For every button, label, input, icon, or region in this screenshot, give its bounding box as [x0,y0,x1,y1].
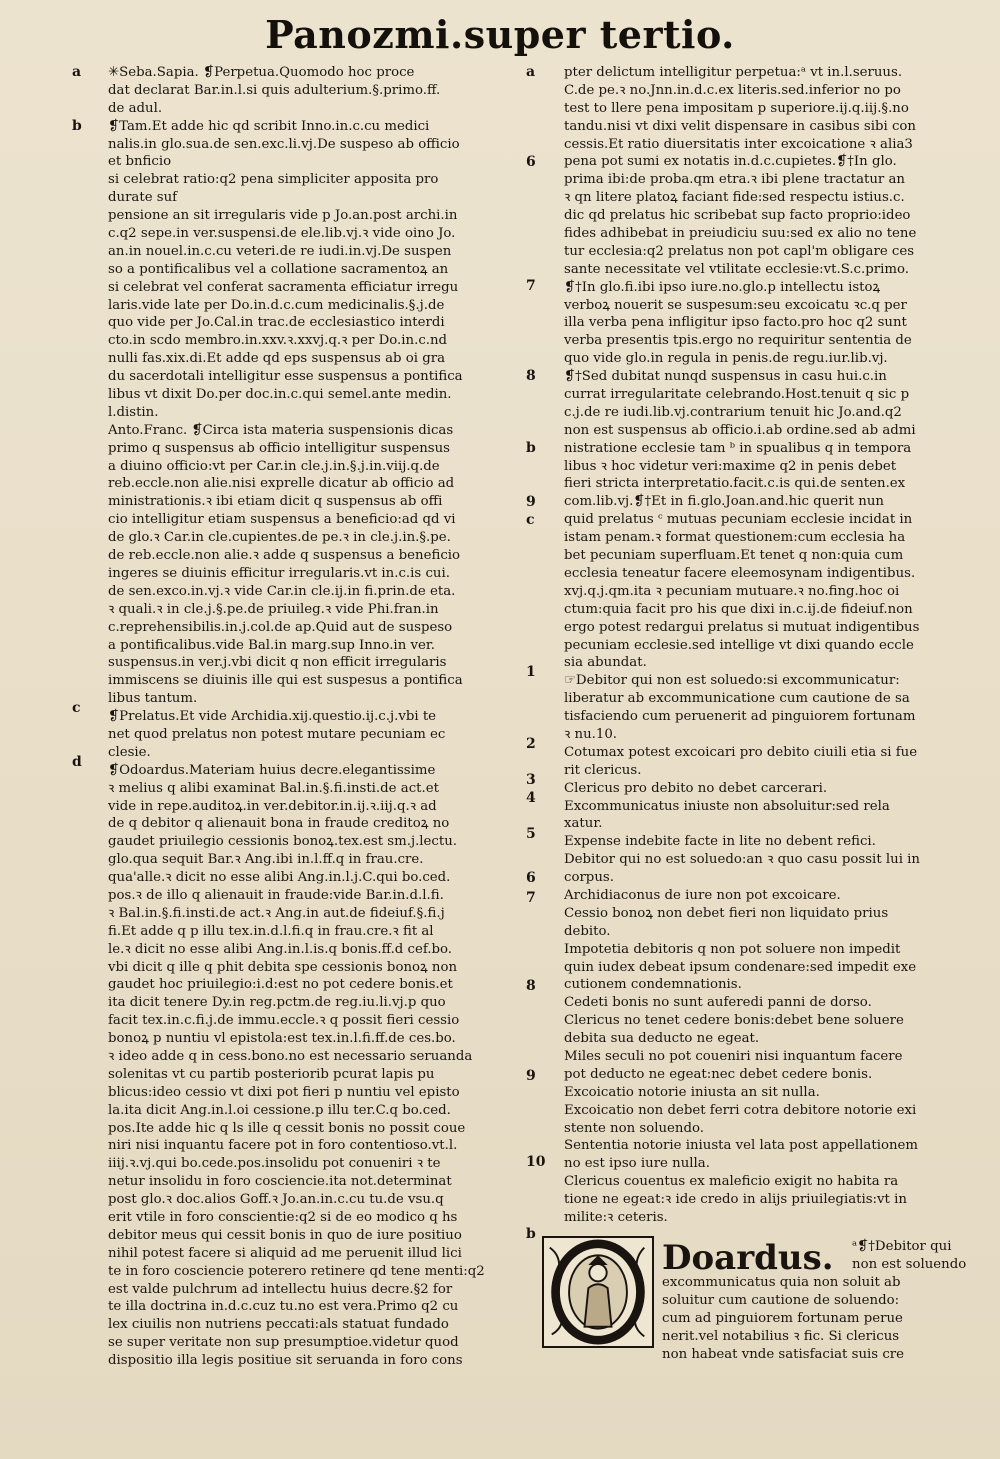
text-line: nerit.vel notabilius ꝛ fic. Si clericus [662,1328,900,1344]
text-line: debito. [564,923,611,939]
text-line: Expense indebite facte in lite no debent refici. [564,834,876,850]
text-line: si celebrat vel conferat sacramenta efficiatur irregu [108,279,459,295]
margin-letter: b [72,118,82,134]
text-line: dat declarat Bar.in.l.si quis adulterium.§.primo.ff. [108,82,441,98]
text-line: Sententia notorie iniusta vel lata post appellationem [564,1138,918,1154]
text-line: clesie. [108,744,151,760]
text-line: ꝛ qn litere platoꝝ faciant fide:sed respectu istius.c. [564,190,905,206]
margin-number: 10 [526,1154,546,1170]
text-line: cto.in scdo membro.in.xxv.ꝛ.xxvj.q.ꝛ per Do.in.c.nd [108,333,448,349]
text-line: solenitas vt cu partib posteriorib pcurat lapis pu [108,1066,435,1082]
text-line: rit clericus. [564,762,642,778]
text-line: libus ꝛ hoc videtur veri:maxime q2 in penis debet [564,458,897,474]
margin-number: 9 [526,1068,536,1084]
text-line: et bnficio [108,154,172,170]
text-line: gaudet priuilegio cessionis bonoꝝ.tex.est sm.j.lectu. [108,834,458,850]
text-line: ministrationis.ꝛ ibi etiam dicit q suspensus ab offi [108,494,443,510]
text-line: soluitur cum cautione de soluendo: [662,1292,900,1308]
margin-number: 5 [526,826,536,842]
text-line: l.distin. [108,404,159,420]
text-line: stente non soluendo. [564,1120,704,1136]
margin-number: 8 [526,978,536,994]
text-line: tione ne egeat:ꝛ ide credo in alijs priuilegiatis:vt in [564,1192,907,1208]
text-line: ❡Prelatus.Et vide Archidia.xij.questio.ij.c.j.vbi te [108,709,437,725]
text-line: ☞Debitor qui non est soluedo:si excommunicatur: [564,673,900,689]
text-line: verba presentis tpis.ergo no requiritur sententia de [564,333,912,349]
text-line: immiscens se diuinis ille qui est suspesus a pontifica [108,673,463,689]
text-line: net quod prelatus non potest mutare pecuniam ec [108,726,446,742]
text-line: ingeres se diuinis efficitur irregularis.vt in.c.is cui. [108,565,450,581]
text-line: istam penam.ꝛ format questionem:cum ecclesia ha [564,530,906,546]
text-line: durate suf [108,190,178,206]
text-line: Cedeti bonis no sunt auferedi panni de dorso. [564,995,872,1011]
text-line: tandu.nisi vt dixi velit dispensare in casibus sibi con [564,118,916,134]
text-line: ecclesia teneatur facere eleemosynam indigentibus. [564,565,916,581]
margin-letter: c [526,512,535,528]
text-line: quo vide glo.in regula in penis.de regu.iur.lib.vj. [564,351,888,367]
margin-letter: b [526,1226,536,1242]
text-line: an.in nouel.in.c.cu veteri.de re iudi.in.vj.De suspen [108,243,452,259]
text-line: netur insolidu in foro cosciencie.ita not.determinat [108,1174,452,1190]
text-line: pos.ꝛ de illo q alienauit in fraude:vide Bar.in.d.l.fi. [108,887,444,903]
text-line: Impotetia debitoris q non pot soluere non impedit [564,941,901,957]
text-line: tisfaciendo cum peruenerit ad pinguiorem fortunam [564,709,916,725]
text-line: ergo potest redargui prelatus si mutuat indigentibus [564,619,920,635]
text-line: sante necessitate vel vtilitate ecclesie:vt.S.c.primo. [564,261,909,277]
text-line: bet pecuniam superfluam.Et tenet q non:quia cum [564,548,904,564]
text-line: illa verba pena infligitur ipso facto.pro hoc q2 sunt [564,315,907,331]
text-line: liberatur ab excommunicatione cum cautione de sa [564,691,910,707]
margin-number: 3 [526,772,536,788]
text-line: Debitor qui no est soluedo:an ꝛ quo casu possit lui in [564,852,920,868]
text-line: Cotumax potest excoicari pro debito ciuili etia si fue [564,744,918,760]
text-line: de reb.eccle.non alie.ꝛ adde q suspensus a beneficio [108,548,461,564]
text-line: tur ecclesia:q2 prelatus non pot capl'm obligare ces [564,243,915,259]
margin-number: 4 [526,790,536,806]
text-line: la.ita dicit Ang.in.l.oi cessione.p illu ter.C.q bo.ced. [108,1102,451,1118]
text-line: ꝛ nu.10. [564,726,618,742]
text-line: c.q2 sepe.in ver.suspensi.de ele.lib.vj.ꝛ vide oino Jo. [108,226,456,242]
text-line: vbi dicit q ille q phit debita spe cessionis bonoꝝ non [108,959,458,975]
text-line: nihil potest facere si aliquid ad me peruenit illud lici [108,1245,462,1261]
text-line: Excommunicatus iniuste non absoluitur:sed rela [564,798,890,814]
text-line: de adul. [108,100,163,116]
text-line: de sen.exco.in.vj.ꝛ vide Car.in cle.ij.in fi.prin.de eta. [108,583,456,599]
text-line: com.lib.vj.❡†Et in fi.glo.Joan.and.hic querit nun [564,494,884,510]
text-line: Cessio bonoꝝ non debet fieri non liquidato prius [564,905,889,921]
decorated-initial-o [542,1236,654,1348]
text-line: xatur. [564,816,603,832]
text-line: C.de pe.ꝛ no.Jnn.in.d.c.ex literis.sed.inferior no po [564,82,901,98]
text-line: Anto.Franc. ❡Circa ista materia suspensionis dicas [108,422,454,438]
margin-number: 6 [526,870,536,886]
text-line: primo q suspensus ab officio intelligitur suspensus [108,440,451,456]
margin-letter: a [526,64,536,80]
text-line: facit tex.in.c.fi.j.de immu.eccle.ꝛ q possit fieri cessio [108,1013,460,1029]
text-line: erit vtile in foro conscientie:q2 si de eo modico q hs [108,1210,458,1225]
margin-number: 1 [526,664,536,680]
text-line: sia abundat. [564,655,647,671]
text-line: quid prelatus ᶜ mutuas pecuniam ecclesie incidat in [564,512,913,528]
figure-icon [544,1238,652,1346]
margin-letter: d [72,754,82,770]
text-line: fides adhibebat in preiudiciu suu:sed ex alio no tene [564,226,917,242]
text-line: quin iudex debeat ipsum condenare:sed impedit exe [564,959,917,975]
text-line: non est suspensus ab officio.i.ab ordine.sed ab admi [564,422,916,438]
margin-number: 9 [526,494,536,510]
text-line: libus vt dixit Do.per doc.in.c.qui semel.ante medin. [108,387,452,403]
text-line: quo vide per Jo.Cal.in trac.de ecclesiastico interdi [108,315,445,331]
text-line: bonoꝝ p nuntiu vl epistola:est tex.in.l.fi.ff.de ces.bo. [108,1031,456,1047]
text-line: Clericus couentus ex maleficio exigit no habita ra [564,1174,899,1190]
text-line: Clericus pro debito no debet carcerari. [564,780,828,796]
text-line: dic qd prelatus hic scribebat sup facto proprio:ideo [564,208,911,224]
text-line: cutionem condemnationis. [564,977,742,993]
text-line: ❡Tam.Et adde hic qd scribit Inno.in.c.cu medici [108,118,430,134]
text-line: no est ipso iure nulla. [564,1156,710,1172]
text-line: le.ꝛ dicit no esse alibi Ang.in.l.is.q bonis.ff.d cef.bo. [108,941,453,957]
text-line: Excoicatio notorie iniusta an sit nulla. [564,1084,820,1100]
text-line: Miles seculi no pot coueniri nisi inquantum facere [564,1048,903,1064]
text-line: excommunicatus quia non soluit ab [662,1275,901,1290]
text-line: pensione an sit irregularis vide p Jo.an.post archi.in [108,208,458,224]
text-line: ✳Seba.Sapia. ❡Perpetua.Quomodo hoc proce [108,65,415,80]
text-line: laris.vide late per Do.in.d.c.cum medicinalis.§.j.de [108,297,445,313]
text-line: ❡Odoardus.Materiam huius decre.elegantissime [108,762,436,778]
left-text-column [108,64,528,1370]
text-line: ꝛ melius q alibi examinat Bal.in.§.fi.insti.de act.et [108,780,439,796]
text-line: corpus. [564,870,614,886]
text-line: ꝛ quali.ꝛ in cle.j.§.pe.de priuileg.ꝛ vide Phi.fran.in [108,601,439,617]
text-line: cessis.Et ratio diuersitatis inter excoicatione ꝛ alia3 [564,136,913,152]
closing-first-lines [852,1238,966,1274]
text-line: libus tantum. [108,691,198,707]
text-line: du sacerdotali intelligitur esse suspensus a pontifica [108,369,463,385]
text-line: debita sua deducto ne egeat. [564,1031,760,1047]
text-line: c.reprehensibilis.in.j.col.de ap.Quid aut de suspeso [108,619,453,635]
text-line: nalis.in glo.sua.de sen.exc.li.vj.De suspeso ab officio [108,136,460,152]
text-line: prima ibi:de proba.qm etra.ꝛ ibi plene tractatur an [564,172,905,188]
text-line: ꝛ Bal.in.§.fi.insti.de act.ꝛ Ang.in aut.de fideiuf.§.fi.j [108,905,445,921]
page-title: Panozmi.super tertio. [265,12,735,57]
text-line: ctum:quia facit pro his que dixi in.c.ij.de fideiuf.non [564,601,913,617]
margin-letter: a [72,64,82,80]
text-line: glo.qua sequit Bar.ꝛ Ang.ibi in.l.ff.q in frau.cre. [108,852,424,868]
text-line: te illa doctrina in.d.c.cuz tu.no est vera.Primo q2 cu [108,1299,459,1315]
text-line: nistratione ecclesie tam ᵇ in spualibus q in tempora [564,440,912,456]
text-line: reb.eccle.non alie.nisi exprelle dicatur ab officio ad [108,476,455,492]
text-line: vide in repe.auditoꝝ.in ver.debitor.in.ij.ꝛ.iij.q.ꝛ ad [108,798,437,814]
margin-letter: c [72,700,81,716]
text-line: pecuniam ecclesie.sed intellige vt dixi quando eccle [564,637,914,653]
text-line: fi.Et adde q p illu tex.in.d.l.fi.q in frau.cre.ꝛ fit al [108,923,434,939]
section-heading: Doardus. [662,1238,834,1278]
text-line: pena pot sumi ex notatis in.d.c.cupietes.❡†In glo. [564,154,897,170]
text-line: dispositio illa legis positiue sit seruanda in foro cons [108,1353,463,1369]
text-line: ita dicit tenere Dy.in reg.pctm.de reg.iu.li.vj.p quo [108,995,446,1011]
text-line: lex ciuilis non nutriens peccati:als statuat fundado [108,1317,449,1333]
text-line: debitor meus qui cessit bonis in quo de iure positiuo [108,1227,462,1243]
text-line: pter delictum intelligitur perpetua:ᵃ vt in.l.seruus. [564,65,903,80]
margin-number: 8 [526,368,536,384]
text-line: ᵃ❡†Debitor qui [852,1239,952,1254]
margin-number: 2 [526,736,536,752]
text-line: blicus:ideo cessio vt dixi pot fieri p nuntiu vel episto [108,1084,460,1100]
text-line: suspensus.in ver.j.vbi dicit q non efficit irregularis [108,655,447,671]
text-line: verboꝝ nouerit se suspesum:seu excoicatu ꝛc.q per [564,297,907,313]
text-line: post glo.ꝛ doc.alios Goff.ꝛ Jo.an.in.c.cu tu.de vsu.q [108,1192,444,1208]
text-line: niri nisi inquantu facere pot in foro contentioso.vt.l. [108,1138,458,1154]
text-line: qua'alle.ꝛ dicit no esse alibi Ang.in.l.j.C.qui bo.ced. [108,870,451,886]
text-line: so a pontificalibus vel a collatione sacramentoꝝ an [108,261,449,277]
text-line: iiij.ꝛ.vj.qui bo.cede.pos.insolidu pot conueniri ꝛ te [108,1156,441,1172]
text-line: a pontificalibus.vide Bal.in marg.sup Inno.in ver. [108,637,435,653]
text-line: a diuino officio:vt per Car.in cle.j.in.§.j.in.viij.q.de [108,458,440,474]
text-line: ꝛ ideo adde q in cess.bono.no est necessario seruanda [108,1048,473,1064]
text-line: si celebrat ratio:q2 pena simpliciter apposita pro [108,172,439,188]
margin-number: 6 [526,154,536,170]
text-line: cum ad pinguiorem fortunam perue [662,1310,903,1326]
text-line: non habeat vnde satisfaciat suis cre [662,1346,904,1362]
text-line: gaudet hoc priuilegio:i.d:est no pot cedere bonis.et [108,977,453,993]
text-line: Archidiaconus de iure non pot excoicare. [564,887,841,903]
margin-number: 7 [526,278,536,294]
text-line: de glo.ꝛ Car.in cle.cupientes.de pe.ꝛ in cle.j.in.§.pe. [108,530,451,546]
text-line: c.j.de re iudi.lib.vj.contrarium tenuit hic Jo.and.q2 [564,404,902,420]
text-line: est valde pulchrum ad intellectu huius decre.§2 for [108,1281,453,1297]
text-line: non est soluendo [852,1256,967,1272]
text-line: pot deducto ne egeat:nec debet cedere bonis. [564,1066,873,1082]
text-line: Clericus no tenet cedere bonis:debet bene soluere [564,1013,904,1029]
text-line: cio intelligitur etiam suspensus a beneficio:ad qd vi [108,512,456,528]
text-line: currat irregularitate celebrando.Host.tenuit q sic p [564,387,910,403]
closing-lines [662,1274,968,1363]
text-line: se super veritate non sup presumptioe.videtur quod [108,1335,459,1351]
text-line: pos.Ite adde hic q ls ille q cessit bonis no possit coue [108,1120,466,1136]
text-line: nulli fas.xix.di.Et adde qd eps suspensus ab oi gra [108,351,446,367]
text-line: fieri stricta interpretatio.facit.c.is qui.de senten.ex [564,476,906,492]
right-text-column [564,64,968,1227]
text-line: xvj.q.j.qm.ita ꝛ pecuniam mutuare.ꝛ no.fing.hoc oi [564,583,900,599]
margin-number: 7 [526,890,536,906]
text-line: Excoicatio non debet ferri cotra debitore notorie exi [564,1102,917,1118]
text-line: test to llere pena impositam p superiore.ij.q.iij.§.no [564,100,909,116]
text-line: de q debitor q alienauit bona in fraude creditoꝝ no [108,816,450,832]
text-line: ❡†Sed dubitat nunqd suspensus in casu hui.c.in [564,369,887,385]
text-line: te in foro cosciencie poterero retinere qd tene menti:q2 [108,1263,485,1279]
text-line: milite:ꝛ ceteris. [564,1210,668,1225]
margin-letter: b [526,440,536,456]
text-line: ❡†In glo.fi.ibi ipso iure.no.glo.p intellectu istoꝝ [564,279,881,295]
